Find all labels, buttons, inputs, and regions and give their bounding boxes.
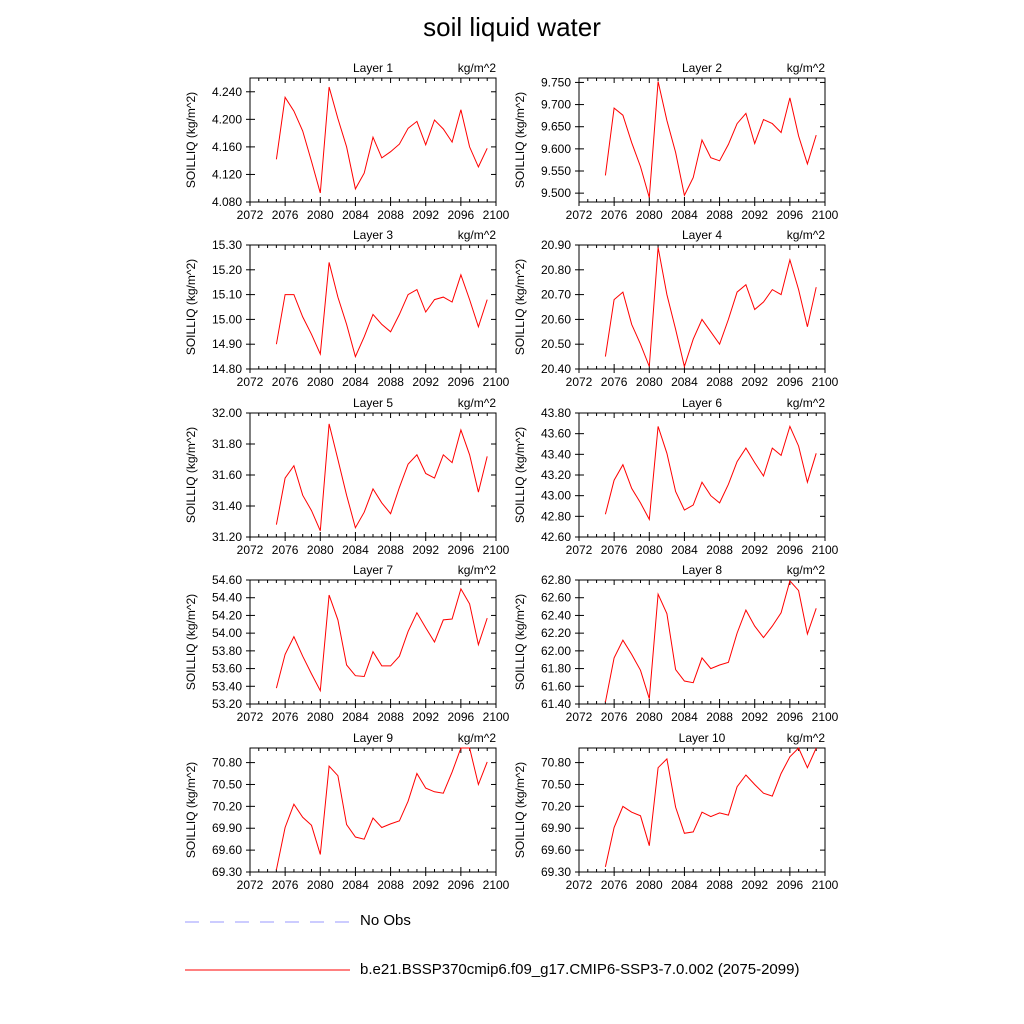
y-axis-label: SOILLIQ (kg/m^2) xyxy=(184,258,198,356)
panel-title: Layer 1 xyxy=(352,61,394,75)
x-tick-label: 2076 xyxy=(600,878,628,892)
x-tick-label: 2080 xyxy=(635,208,663,222)
y-tick-label: 31.20 xyxy=(211,530,242,544)
y-tick-label: 31.60 xyxy=(211,468,242,482)
x-tick-label: 2072 xyxy=(565,375,593,389)
y-tick-label: 69.30 xyxy=(540,865,571,879)
y-axis-label: SOILLIQ (kg/m^2) xyxy=(513,426,527,524)
y-tick-label: 14.90 xyxy=(211,337,242,352)
x-tick-label: 2084 xyxy=(671,878,698,892)
y-tick-label: 9.650 xyxy=(540,119,571,134)
y-axis-label: SOILLIQ (kg/m^2) xyxy=(184,593,198,691)
y-tick-label: 62.40 xyxy=(540,608,571,623)
x-tick-label: 2080 xyxy=(635,543,663,557)
y-axis-label: SOILLIQ (kg/m^2) xyxy=(184,426,198,524)
panel-units: kg/m^2 xyxy=(457,61,496,75)
x-tick-label: 2100 xyxy=(482,543,510,557)
x-tick-label: 2092 xyxy=(412,878,440,892)
x-tick-label: 2092 xyxy=(412,208,440,222)
y-tick-label: 62.80 xyxy=(540,573,571,587)
x-tick-label: 2088 xyxy=(706,375,733,389)
x-tick-label: 2088 xyxy=(377,543,404,557)
y-tick-label: 70.20 xyxy=(211,799,242,814)
y-tick-label: 54.60 xyxy=(211,573,242,587)
x-tick-label: 2076 xyxy=(600,375,628,389)
y-tick-label: 9.750 xyxy=(540,75,571,90)
y-axis-label: SOILLIQ (kg/m^2) xyxy=(513,761,527,859)
y-tick-label: 4.120 xyxy=(211,167,242,182)
x-tick-label: 2084 xyxy=(342,710,369,724)
y-tick-label: 15.20 xyxy=(211,262,242,277)
y-tick-label: 61.60 xyxy=(540,679,571,694)
x-tick-label: 2088 xyxy=(377,208,404,222)
x-tick-label: 2072 xyxy=(236,543,264,557)
y-axis-label: SOILLIQ (kg/m^2) xyxy=(184,761,198,859)
x-tick-label: 2088 xyxy=(377,375,404,389)
y-tick-label: 61.40 xyxy=(540,697,571,711)
legend-label-model: b.e21.BSSP370cmip6.f09_g17.CMIP6-SSP3-7.0.002 (2075-2099) xyxy=(360,961,800,978)
page-title: soil liquid water xyxy=(423,12,601,42)
panel-units: kg/m^2 xyxy=(457,228,496,242)
y-tick-label: 70.20 xyxy=(540,799,571,814)
y-tick-label: 54.00 xyxy=(211,626,242,641)
y-tick-label: 43.40 xyxy=(540,447,571,462)
x-tick-label: 2084 xyxy=(342,878,369,892)
x-tick-label: 2076 xyxy=(271,375,299,389)
x-tick-label: 2092 xyxy=(741,543,769,557)
y-tick-label: 62.60 xyxy=(540,590,571,605)
y-tick-label: 69.60 xyxy=(211,843,242,858)
x-tick-label: 2096 xyxy=(776,208,804,222)
y-tick-label: 4.160 xyxy=(211,139,242,154)
y-axis-label: SOILLIQ (kg/m^2) xyxy=(184,91,198,189)
x-tick-label: 2088 xyxy=(706,878,733,892)
x-tick-label: 2092 xyxy=(412,710,440,724)
y-tick-label: 53.80 xyxy=(211,643,242,658)
y-tick-label: 53.40 xyxy=(211,679,242,694)
x-tick-label: 2080 xyxy=(306,710,334,724)
panel-units: kg/m^2 xyxy=(457,731,496,745)
x-tick-label: 2076 xyxy=(271,543,299,557)
x-tick-label: 2080 xyxy=(635,878,663,892)
y-axis-label: SOILLIQ (kg/m^2) xyxy=(513,258,527,356)
x-tick-label: 2088 xyxy=(706,208,733,222)
y-tick-label: 70.50 xyxy=(540,777,571,792)
x-tick-label: 2088 xyxy=(377,878,404,892)
y-tick-label: 20.40 xyxy=(540,362,571,376)
x-tick-label: 2080 xyxy=(306,543,334,557)
x-tick-label: 2100 xyxy=(811,375,839,389)
x-tick-label: 2100 xyxy=(811,878,839,892)
x-tick-label: 2100 xyxy=(482,375,510,389)
panel-title: Layer 2 xyxy=(681,61,723,75)
x-tick-label: 2084 xyxy=(671,208,698,222)
y-tick-label: 15.30 xyxy=(211,238,242,252)
x-tick-label: 2092 xyxy=(741,710,769,724)
x-tick-label: 2100 xyxy=(482,710,510,724)
panel-units: kg/m^2 xyxy=(786,731,825,745)
y-tick-label: 20.50 xyxy=(540,337,571,352)
x-tick-label: 2072 xyxy=(565,710,593,724)
panel-title: Layer 3 xyxy=(352,228,394,242)
x-tick-label: 2096 xyxy=(776,710,804,724)
x-tick-label: 2092 xyxy=(741,375,769,389)
y-tick-label: 4.240 xyxy=(211,84,242,99)
y-tick-label: 15.00 xyxy=(211,312,242,327)
y-tick-label: 70.80 xyxy=(540,755,571,770)
x-tick-label: 2076 xyxy=(600,543,628,557)
x-tick-label: 2080 xyxy=(635,710,663,724)
x-tick-label: 2088 xyxy=(377,710,404,724)
y-tick-label: 70.80 xyxy=(211,755,242,770)
x-tick-label: 2096 xyxy=(776,375,804,389)
x-tick-label: 2084 xyxy=(342,208,369,222)
panel-title: Layer 10 xyxy=(678,731,726,745)
y-tick-label: 9.500 xyxy=(540,186,571,201)
x-tick-label: 2084 xyxy=(342,375,369,389)
x-tick-label: 2096 xyxy=(776,543,804,557)
panel-units: kg/m^2 xyxy=(786,61,825,75)
x-tick-label: 2076 xyxy=(271,710,299,724)
y-tick-label: 53.60 xyxy=(211,661,242,676)
y-tick-label: 4.080 xyxy=(211,195,242,209)
x-tick-label: 2092 xyxy=(741,208,769,222)
x-tick-label: 2080 xyxy=(635,375,663,389)
x-tick-label: 2076 xyxy=(600,208,628,222)
x-tick-label: 2092 xyxy=(412,375,440,389)
x-tick-label: 2092 xyxy=(412,543,440,557)
y-tick-label: 70.50 xyxy=(211,777,242,792)
y-tick-label: 42.80 xyxy=(540,509,571,524)
y-tick-label: 54.20 xyxy=(211,608,242,623)
x-tick-label: 2072 xyxy=(565,878,593,892)
y-tick-label: 43.60 xyxy=(540,426,571,441)
x-tick-label: 2100 xyxy=(482,878,510,892)
x-tick-label: 2072 xyxy=(236,710,264,724)
y-tick-label: 62.00 xyxy=(540,643,571,658)
y-tick-label: 20.80 xyxy=(540,262,571,277)
y-tick-label: 9.700 xyxy=(540,97,571,112)
x-tick-label: 2072 xyxy=(236,375,264,389)
y-tick-label: 32.00 xyxy=(211,406,242,420)
y-tick-label: 20.90 xyxy=(540,238,571,252)
panel-units: kg/m^2 xyxy=(786,396,825,410)
y-tick-label: 4.200 xyxy=(211,112,242,127)
panel-units: kg/m^2 xyxy=(457,396,496,410)
y-tick-label: 53.20 xyxy=(211,697,242,711)
panel-title: Layer 8 xyxy=(681,563,723,577)
x-tick-label: 2076 xyxy=(271,878,299,892)
x-tick-label: 2072 xyxy=(565,208,593,222)
x-tick-label: 2072 xyxy=(236,878,264,892)
x-tick-label: 2092 xyxy=(741,878,769,892)
y-tick-label: 61.80 xyxy=(540,661,571,676)
y-tick-label: 42.60 xyxy=(540,530,571,544)
y-tick-label: 43.20 xyxy=(540,468,571,482)
panel-title: Layer 7 xyxy=(352,563,394,577)
y-tick-label: 43.00 xyxy=(540,488,571,503)
legend-label-no-obs: No Obs xyxy=(360,912,411,929)
y-tick-label: 54.40 xyxy=(211,590,242,605)
x-tick-label: 2076 xyxy=(271,208,299,222)
panel-units: kg/m^2 xyxy=(786,228,825,242)
panel-units: kg/m^2 xyxy=(786,563,825,577)
y-tick-label: 69.30 xyxy=(211,865,242,879)
y-tick-label: 31.80 xyxy=(211,437,242,451)
x-tick-label: 2100 xyxy=(482,208,510,222)
x-tick-label: 2088 xyxy=(706,710,733,724)
x-tick-label: 2080 xyxy=(306,208,334,222)
y-tick-label: 62.20 xyxy=(540,626,571,641)
panel-title: Layer 9 xyxy=(352,731,394,745)
panel-title: Layer 4 xyxy=(681,228,723,242)
y-tick-label: 20.70 xyxy=(540,287,571,302)
x-tick-label: 2096 xyxy=(447,543,475,557)
y-tick-label: 69.90 xyxy=(211,821,242,836)
x-tick-label: 2084 xyxy=(671,543,698,557)
y-tick-label: 31.40 xyxy=(211,499,242,513)
x-tick-label: 2072 xyxy=(565,543,593,557)
y-tick-label: 15.10 xyxy=(211,287,242,302)
x-tick-label: 2080 xyxy=(306,878,334,892)
x-tick-label: 2096 xyxy=(447,375,475,389)
x-tick-label: 2096 xyxy=(447,208,475,222)
x-tick-label: 2100 xyxy=(811,710,839,724)
x-tick-label: 2080 xyxy=(306,375,334,389)
x-tick-label: 2072 xyxy=(236,208,264,222)
panel-title: Layer 6 xyxy=(681,396,723,410)
y-tick-label: 9.600 xyxy=(540,141,571,156)
y-tick-label: 14.80 xyxy=(211,362,242,376)
panel-units: kg/m^2 xyxy=(457,563,496,577)
x-tick-label: 2100 xyxy=(811,543,839,557)
x-tick-label: 2096 xyxy=(447,878,475,892)
x-tick-label: 2084 xyxy=(342,543,369,557)
x-tick-label: 2076 xyxy=(600,710,628,724)
x-tick-label: 2088 xyxy=(706,543,733,557)
y-axis-label: SOILLIQ (kg/m^2) xyxy=(513,91,527,189)
x-tick-label: 2084 xyxy=(671,375,698,389)
x-tick-label: 2096 xyxy=(776,878,804,892)
y-tick-label: 20.60 xyxy=(540,312,571,327)
y-tick-label: 9.550 xyxy=(540,164,571,178)
y-tick-label: 69.60 xyxy=(540,843,571,858)
y-tick-label: 69.90 xyxy=(540,821,571,836)
x-tick-label: 2084 xyxy=(671,710,698,724)
x-tick-label: 2096 xyxy=(447,710,475,724)
y-axis-label: SOILLIQ (kg/m^2) xyxy=(513,593,527,691)
x-tick-label: 2100 xyxy=(811,208,839,222)
panel-title: Layer 5 xyxy=(352,396,394,410)
y-tick-label: 43.80 xyxy=(540,406,571,420)
